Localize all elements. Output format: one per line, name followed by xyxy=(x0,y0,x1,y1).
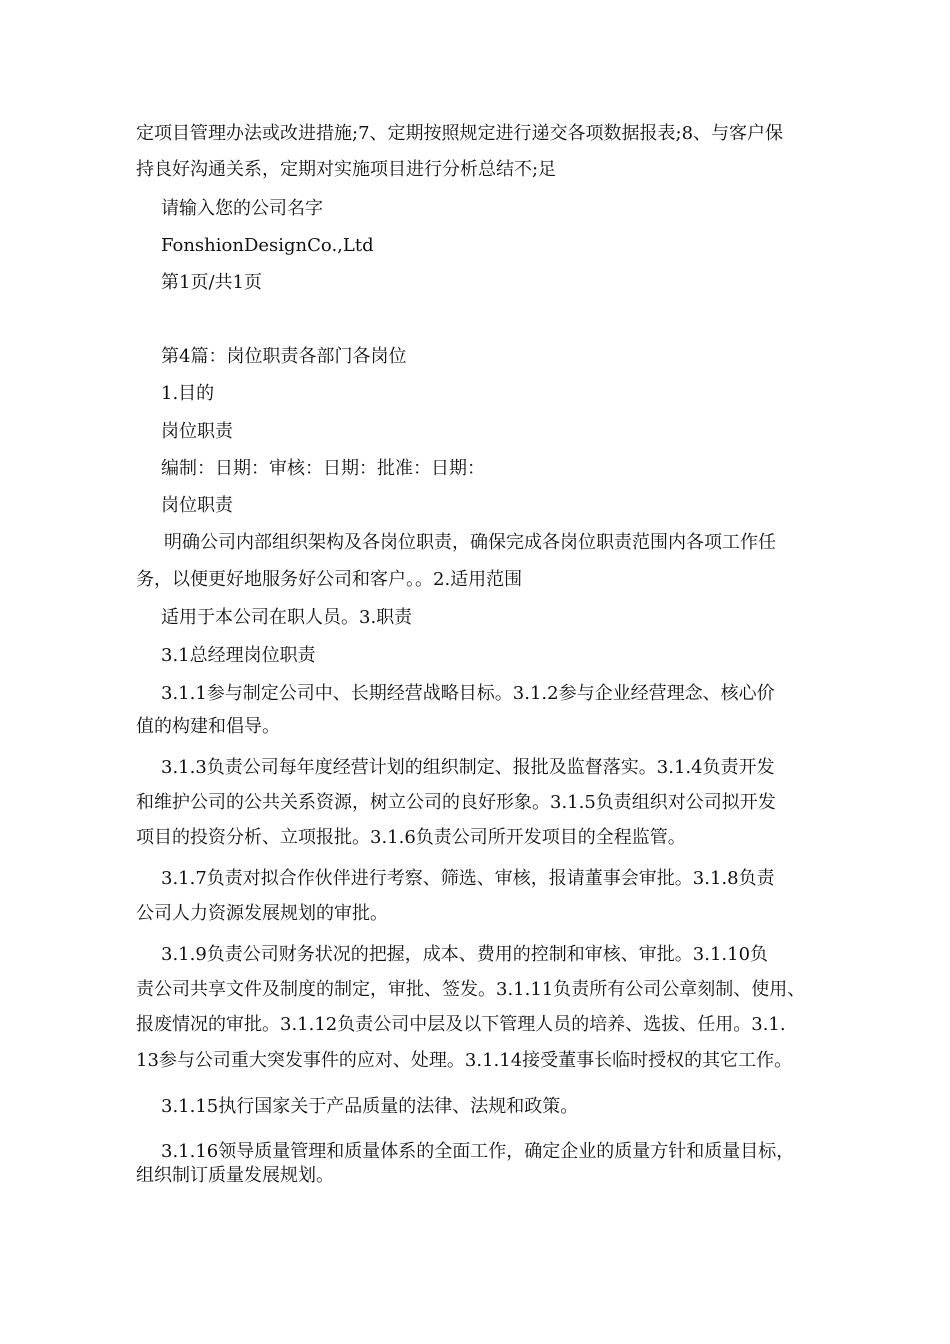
para-2-line-1: 3.1.3负责公司每年度经营计划的组织制定、报批及监督落实。3.1.4负责开发 xyxy=(161,757,775,778)
purpose-text-line-2: 务，以便更好地服务好公司和客户。。2.适用范围 xyxy=(136,569,523,590)
intro-line-1: 定项目管理办法或改进措施;7、定期按照规定进行递交各项数据报表;8、与客户保 xyxy=(136,123,784,144)
para-4-line-2: 责公司共享文件及制度的制定，审批、签发。3.1.11负责所有公司公章刻制、使用、 xyxy=(136,979,806,1000)
para-1-line-1: 3.1.1参与制定公司中、长期经营战略目标。3.1.2参与企业经营理念、核心价 xyxy=(161,683,775,704)
intro-line-2: 持良好沟通关系，定期对实施项目进行分析总结不;足 xyxy=(136,159,557,180)
section-title: 第4篇：岗位职责各部门各岗位 xyxy=(161,346,407,367)
para-6-line-2: 组织制订质量发展规划。 xyxy=(136,1165,334,1186)
para-4-line-3: 报废情况的审批。3.1.12负责公司中层及以下管理人员的培养、选拔、任用。3.1. xyxy=(136,1014,786,1035)
para-3-line-1: 3.1.7负责对拟合作伙伴进行考察、筛选、审核，报请董事会审批。3.1.8负责 xyxy=(161,868,775,889)
purpose-text-line-1: 明确公司内部组织架构及各岗位职责，确保完成各岗位职责范围内各项工作任 xyxy=(164,532,776,553)
gm-heading: 3.1总经理岗位职责 xyxy=(161,645,316,666)
para-3-line-2: 公司人力资源发展规划的审批。 xyxy=(136,903,388,924)
purpose-heading: 1.目的 xyxy=(161,383,215,404)
page-indicator: 第1页/共1页 xyxy=(161,272,262,293)
duty-label-1: 岗位职责 xyxy=(161,421,233,442)
company-placeholder: 请输入您的公司名字 xyxy=(161,198,323,219)
para-5: 3.1.15执行国家关于产品质量的法律、法规和政策。 xyxy=(161,1096,579,1117)
scope-text: 适用于本公司在职人员。3.职责 xyxy=(161,607,413,628)
para-4-line-4: 13参与公司重大突发事件的应对、处理。3.1.14接受董事长临时授权的其它工作。 xyxy=(136,1050,793,1071)
para-2-line-3: 项目的投资分析、立项报批。3.1.6负责公司所开发项目的全程监管。 xyxy=(136,827,686,848)
para-1-line-2: 值的构建和倡导。 xyxy=(136,716,280,737)
signoff-line: 编制：日期：审核：日期：批准：日期： xyxy=(161,458,485,479)
para-6-line-1: 3.1.16领导质量管理和质量体系的全面工作，确定企业的质量方针和质量目标， xyxy=(161,1141,795,1162)
para-2-line-2: 和维护公司的公共关系资源，树立公司的良好形象。3.1.5负责组织对公司拟开发 xyxy=(136,792,776,813)
company-name: FonshionDesignCo.,Ltd xyxy=(161,235,374,256)
para-4-line-1: 3.1.9负责公司财务状况的把握，成本、费用的控制和审核、审批。3.1.10负 xyxy=(161,944,769,965)
duty-label-2: 岗位职责 xyxy=(161,495,233,516)
